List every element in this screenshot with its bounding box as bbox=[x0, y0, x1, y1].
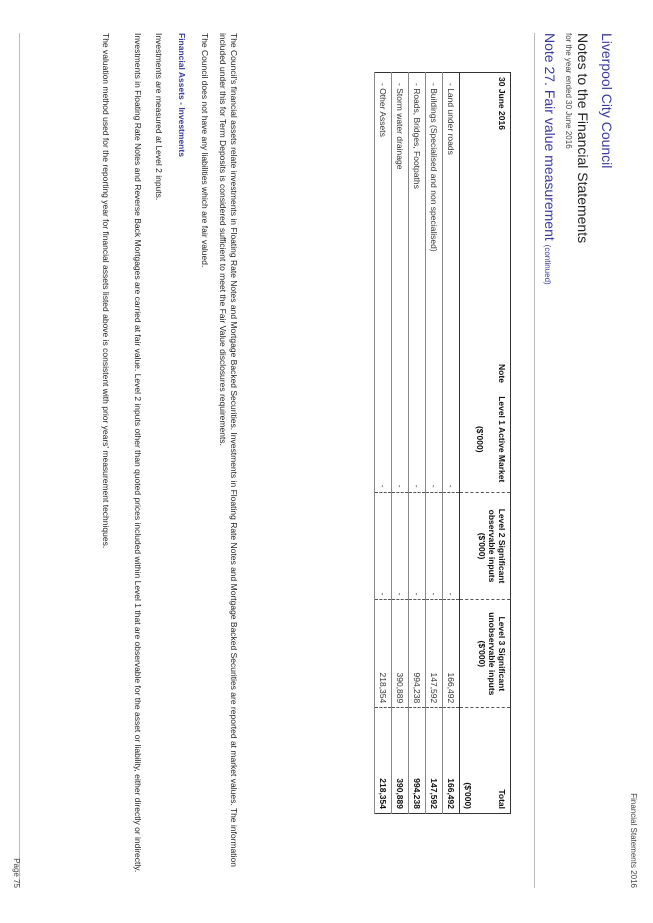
notes-title: Notes to the Financial Statements bbox=[575, 33, 591, 244]
paragraph-floating-rate: Investments in Floating Rate Notes and Reverse Back Mortgages are carried at fair value. Level 2 inputs other than quoted prices included within Level 1 that are observable for the asset or liability, either directly or indirectly. bbox=[133, 33, 143, 873]
organisation-name: Liverpool City Council bbox=[599, 33, 615, 169]
paragraph-financial-assets: The Council's financial assets relate investments in Floating Rate Notes and Mortgage Backed Securities. Investments in Floating Rate Notes and Mortgage Backed Securities are reported at market values. The information included under this for Term Deposits is considered sufficient to meet the Fair Value disclosures requirements. bbox=[217, 33, 239, 867]
header-level1-unit: ($'000) bbox=[475, 425, 485, 453]
paragraph-level2: Investments are measured at Level 2 inputs. bbox=[154, 33, 164, 201]
row-total: 218,354 bbox=[375, 708, 392, 814]
row-level2: - bbox=[409, 492, 426, 600]
row-label: - Other Assets bbox=[375, 73, 392, 326]
row-note bbox=[443, 325, 460, 387]
row-level2: - bbox=[443, 492, 460, 600]
row-level1: - bbox=[392, 387, 409, 492]
title-divider bbox=[534, 33, 535, 888]
row-level3: 390,889 bbox=[392, 600, 409, 708]
table-row bbox=[443, 73, 460, 814]
note-heading bbox=[542, 33, 558, 285]
row-note bbox=[375, 325, 392, 387]
row-total: 994,238 bbox=[409, 708, 426, 814]
row-level3: 218,354 bbox=[375, 600, 392, 708]
row-label: - Roads, Bridges, Footpaths bbox=[409, 73, 426, 326]
header-level1 bbox=[460, 387, 511, 492]
row-level1: - bbox=[409, 387, 426, 492]
row-total: 147,592 bbox=[426, 708, 443, 814]
header-level1-title: Level 1 Active Market bbox=[497, 396, 507, 483]
running-header: Financial Statements 2016 bbox=[629, 793, 638, 888]
footer-divider bbox=[19, 33, 20, 888]
row-note bbox=[392, 325, 409, 387]
note-continued: (continued) bbox=[543, 244, 552, 285]
header-level2: Level 2 Significant observable inputs ($'000) bbox=[460, 492, 511, 600]
section-heading-investments: Financial Assets - Investments bbox=[177, 33, 187, 157]
notes-subtitle: for the year ended 30 June 2016 bbox=[564, 33, 573, 149]
row-level2: - bbox=[375, 492, 392, 600]
header-total bbox=[460, 708, 511, 814]
row-level3: 147,592 bbox=[426, 600, 443, 708]
table-header-row bbox=[460, 73, 511, 814]
table-row bbox=[409, 73, 426, 814]
row-note bbox=[409, 325, 426, 387]
paragraph-valuation-method: The valuation method used for the reporting year for financial assets listed above is consistent with prior years' measurement techniques. bbox=[101, 33, 111, 549]
row-level1: - bbox=[443, 387, 460, 492]
table-row bbox=[426, 73, 443, 814]
row-note bbox=[426, 325, 443, 387]
page-number: Page 75 bbox=[12, 858, 21, 888]
row-level3: 166,492 bbox=[443, 600, 460, 708]
row-total: 166,492 bbox=[443, 708, 460, 814]
row-label: - Storm water drainage bbox=[392, 73, 409, 326]
fair-value-table bbox=[374, 72, 511, 814]
row-label: - Buildings (Specialised and non specialised) bbox=[426, 73, 443, 326]
row-level1: - bbox=[375, 387, 392, 492]
note-title: Note 27. Fair value measurement bbox=[542, 33, 558, 241]
row-level3: 994,238 bbox=[409, 600, 426, 708]
header-total-title: Total bbox=[497, 789, 507, 809]
table-row bbox=[392, 73, 409, 814]
table-row bbox=[375, 73, 392, 814]
row-level2: - bbox=[426, 492, 443, 600]
paragraph-liabilities: The Council does not have any liabilities which are fair valued. bbox=[200, 33, 210, 268]
header-description: 30 June 2016 bbox=[460, 73, 511, 326]
row-total: 390,889 bbox=[392, 708, 409, 814]
row-level2: - bbox=[392, 492, 409, 600]
row-label: - Land under roads bbox=[443, 73, 460, 326]
header-total-unit: ($'000) bbox=[463, 782, 473, 809]
header-level3: Level 3 Significant unobservable inputs ($'000) bbox=[460, 600, 511, 708]
row-level1: - bbox=[426, 387, 443, 492]
header-note: Note bbox=[460, 325, 511, 387]
